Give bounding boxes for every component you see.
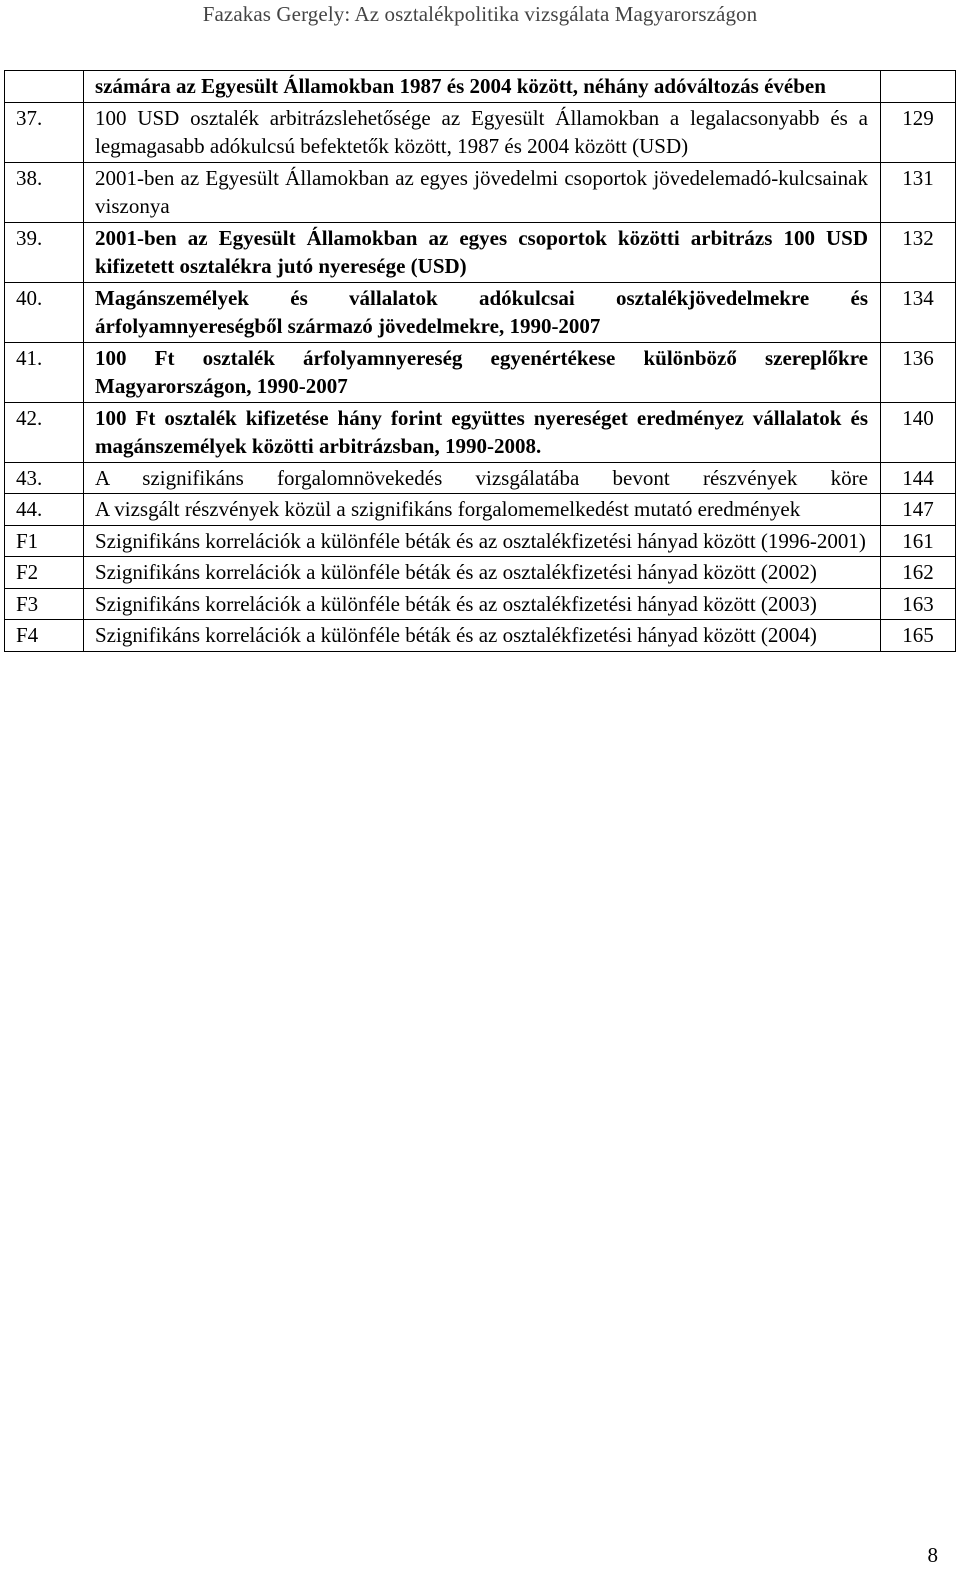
table-row [5,71,956,103]
entry-number: 40. [5,282,84,342]
table-row [5,222,956,282]
entry-title: 100 Ft osztalék kifizetése hány forint együttes nyereséget eredményez vállalatok és magánszemélyek közötti arbitrázsban, 1990-2008. [84,402,881,462]
table-row [5,588,956,620]
entry-page: 131 [881,162,956,222]
table-row [5,402,956,462]
table-row [5,557,956,589]
entry-number: 42. [5,402,84,462]
table-row [5,102,956,162]
entry-number: F1 [5,525,84,557]
entry-page: 140 [881,402,956,462]
entry-number: F2 [5,557,84,589]
table-row [5,162,956,222]
entry-title: 2001-ben az Egyesült Államokban az egyes jövedelmi csoportok jövedelemadó-kulcsainak viszonya [84,162,881,222]
entry-title: 100 USD osztalék arbitrázslehetősége az Egyesült Államokban a legalacsonyabb és a legmagasabb adókulcsú befektetők között, 1987 és 2004 között (USD) [84,102,881,162]
entry-number: F4 [5,620,84,652]
table-row [5,525,956,557]
entry-number [5,71,84,103]
entry-title: Magánszemélyek és vállalatok adókulcsai osztalékjövedelmekre és árfolyamnyereségből származó jövedelmekre, 1990-2007 [84,282,881,342]
entry-number: 39. [5,222,84,282]
table-row [5,342,956,402]
entry-number: F3 [5,588,84,620]
entry-page: 144 [881,462,956,494]
table-row [5,620,956,652]
entry-page: 129 [881,102,956,162]
entry-page: 132 [881,222,956,282]
list-of-tables [4,70,956,652]
entry-number: 41. [5,342,84,402]
entry-number: 38. [5,162,84,222]
table-row [5,494,956,526]
entry-number: 43. [5,462,84,494]
entry-page: 165 [881,620,956,652]
entry-page: 134 [881,282,956,342]
entry-title: Szignifikáns korrelációk a különféle béták és az osztalékfizetési hányad között (2003) [84,588,881,620]
entry-title: A szignifikáns forgalomnövekedés vizsgálatába bevont részvények köre [84,462,881,494]
entry-page: 147 [881,494,956,526]
table-row [5,282,956,342]
running-header: Fazakas Gergely: Az osztalékpolitika vizsgálata Magyarországon [202,2,758,26]
entry-title: 2001-ben az Egyesült Államokban az egyes csoportok közötti arbitrázs 100 USD kifizetett osztalékra jutó nyeresége (USD) [84,222,881,282]
entry-page: 136 [881,342,956,402]
entry-number: 37. [5,102,84,162]
entry-number: 44. [5,494,84,526]
entry-page: 162 [881,557,956,589]
entry-title: 100 Ft osztalék árfolyamnyereség egyenértékese különböző szereplőkre Magyarországon, 1990-2007 [84,342,881,402]
table-row [5,462,956,494]
page-number: 8 [927,1543,938,1567]
entry-title: Szignifikáns korrelációk a különféle béták és az osztalékfizetési hányad között (1996-2001) [84,525,881,557]
entry-title: A vizsgált részvények közül a szignifikáns forgalomemelkedést mutató eredmények [84,494,881,526]
entry-page [881,71,956,103]
entry-page: 161 [881,525,956,557]
entry-title: számára az Egyesült Államokban 1987 és 2004 között, néhány adóváltozás évében [84,71,881,103]
entry-page: 163 [881,588,956,620]
entry-title: Szignifikáns korrelációk a különféle béták és az osztalékfizetési hányad között (2002) [84,557,881,589]
entry-title: Szignifikáns korrelációk a különféle béták és az osztalékfizetési hányad között (2004) [84,620,881,652]
